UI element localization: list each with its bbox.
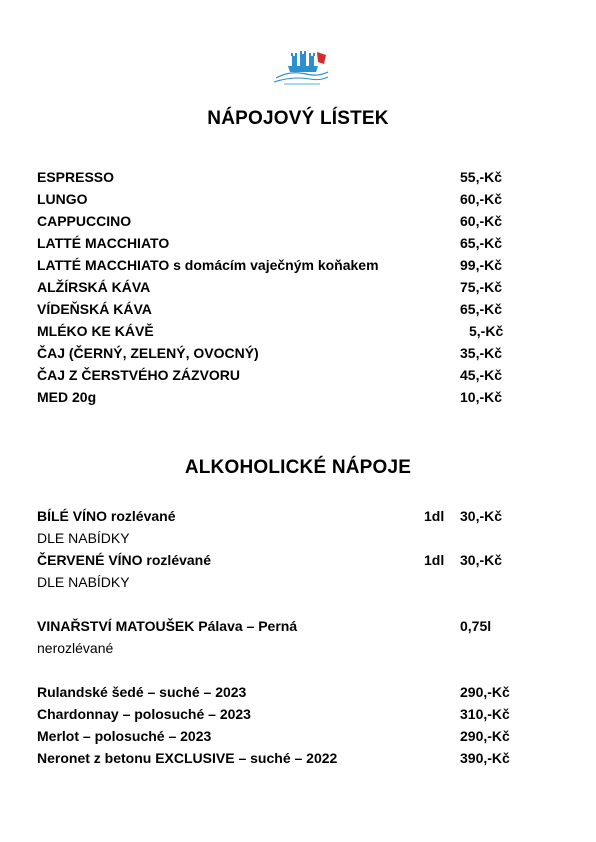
winery-name: VINAŘSTVÍ MATOUŠEK Pálava – Perná — [37, 618, 298, 634]
drink-name: ČAJ (ČERNÝ, ZELENÝ, OVOCNÝ) — [37, 345, 259, 361]
section-title-alcohol: ALKOHOLICKÉ NÁPOJE — [184, 457, 412, 478]
drink-price: 5,-Kč — [469, 323, 504, 339]
wine-price: 390,-Kč — [460, 750, 510, 766]
drink-price: 45,-Kč — [460, 367, 503, 383]
wine-glass-qty: 1dl — [424, 552, 445, 568]
wine-name: Merlot – polosuché – 2023 — [37, 728, 212, 744]
drink-price: 65,-Kč — [460, 235, 503, 251]
drink-name: LUNGO — [37, 191, 88, 207]
restaurant-logo — [270, 48, 332, 90]
drink-name: VÍDEŇSKÁ KÁVA — [37, 301, 152, 317]
drink-price: 35,-Kč — [460, 345, 503, 361]
wine-glass-name: BÍLÉ VÍNO rozlévané — [37, 508, 176, 524]
wine-glass-name: ČERVENÉ VÍNO rozlévané — [37, 552, 212, 568]
page-title: NÁPOJOVÝ LÍSTEK — [207, 108, 389, 129]
wine-glass-price: 30,-Kč — [460, 552, 503, 568]
drink-price: 65,-Kč — [460, 301, 503, 317]
drink-name: LATTÉ MACCHIATO s domácím vaječným koňakem — [37, 257, 379, 273]
wine-price: 310,-Kč — [460, 706, 510, 722]
drink-price: 55,-Kč — [460, 169, 503, 185]
drink-name: CAPPUCCINO — [37, 213, 132, 229]
wine-price: 290,-Kč — [460, 728, 510, 744]
wine-glass-price: 30,-Kč — [460, 508, 503, 524]
drink-name: LATTÉ MACCHIATO — [37, 235, 170, 251]
drink-name: MED 20g — [37, 389, 97, 405]
winery-volume: 0,75l — [460, 618, 492, 634]
wine-name: Chardonnay – polosuché – 2023 — [37, 706, 251, 722]
wine-glass-qty: 1dl — [424, 508, 445, 524]
drink-price: 75,-Kč — [460, 279, 503, 295]
wine-glass-note: DLE NABÍDKY — [37, 574, 130, 590]
drink-name: ČAJ Z ČERSTVÉHO ZÁZVORU — [37, 367, 241, 383]
drink-price: 60,-Kč — [460, 213, 503, 229]
wine-name: Neronet z betonu EXCLUSIVE – suché – 2022 — [37, 750, 338, 766]
winery-note: nerozlévané — [37, 640, 114, 656]
drink-name: ALŽÍRSKÁ KÁVA — [37, 279, 151, 295]
drink-name: ESPRESSO — [37, 169, 115, 185]
drink-price: 10,-Kč — [460, 389, 503, 405]
drink-price: 60,-Kč — [460, 191, 503, 207]
wine-glass-note: DLE NABÍDKY — [37, 530, 130, 546]
drink-price: 99,-Kč — [460, 257, 503, 273]
wine-price: 290,-Kč — [460, 684, 510, 700]
wine-name: Rulandské šedé – suché – 2023 — [37, 684, 247, 700]
drink-name: MLÉKO KE KÁVĚ — [37, 323, 154, 339]
